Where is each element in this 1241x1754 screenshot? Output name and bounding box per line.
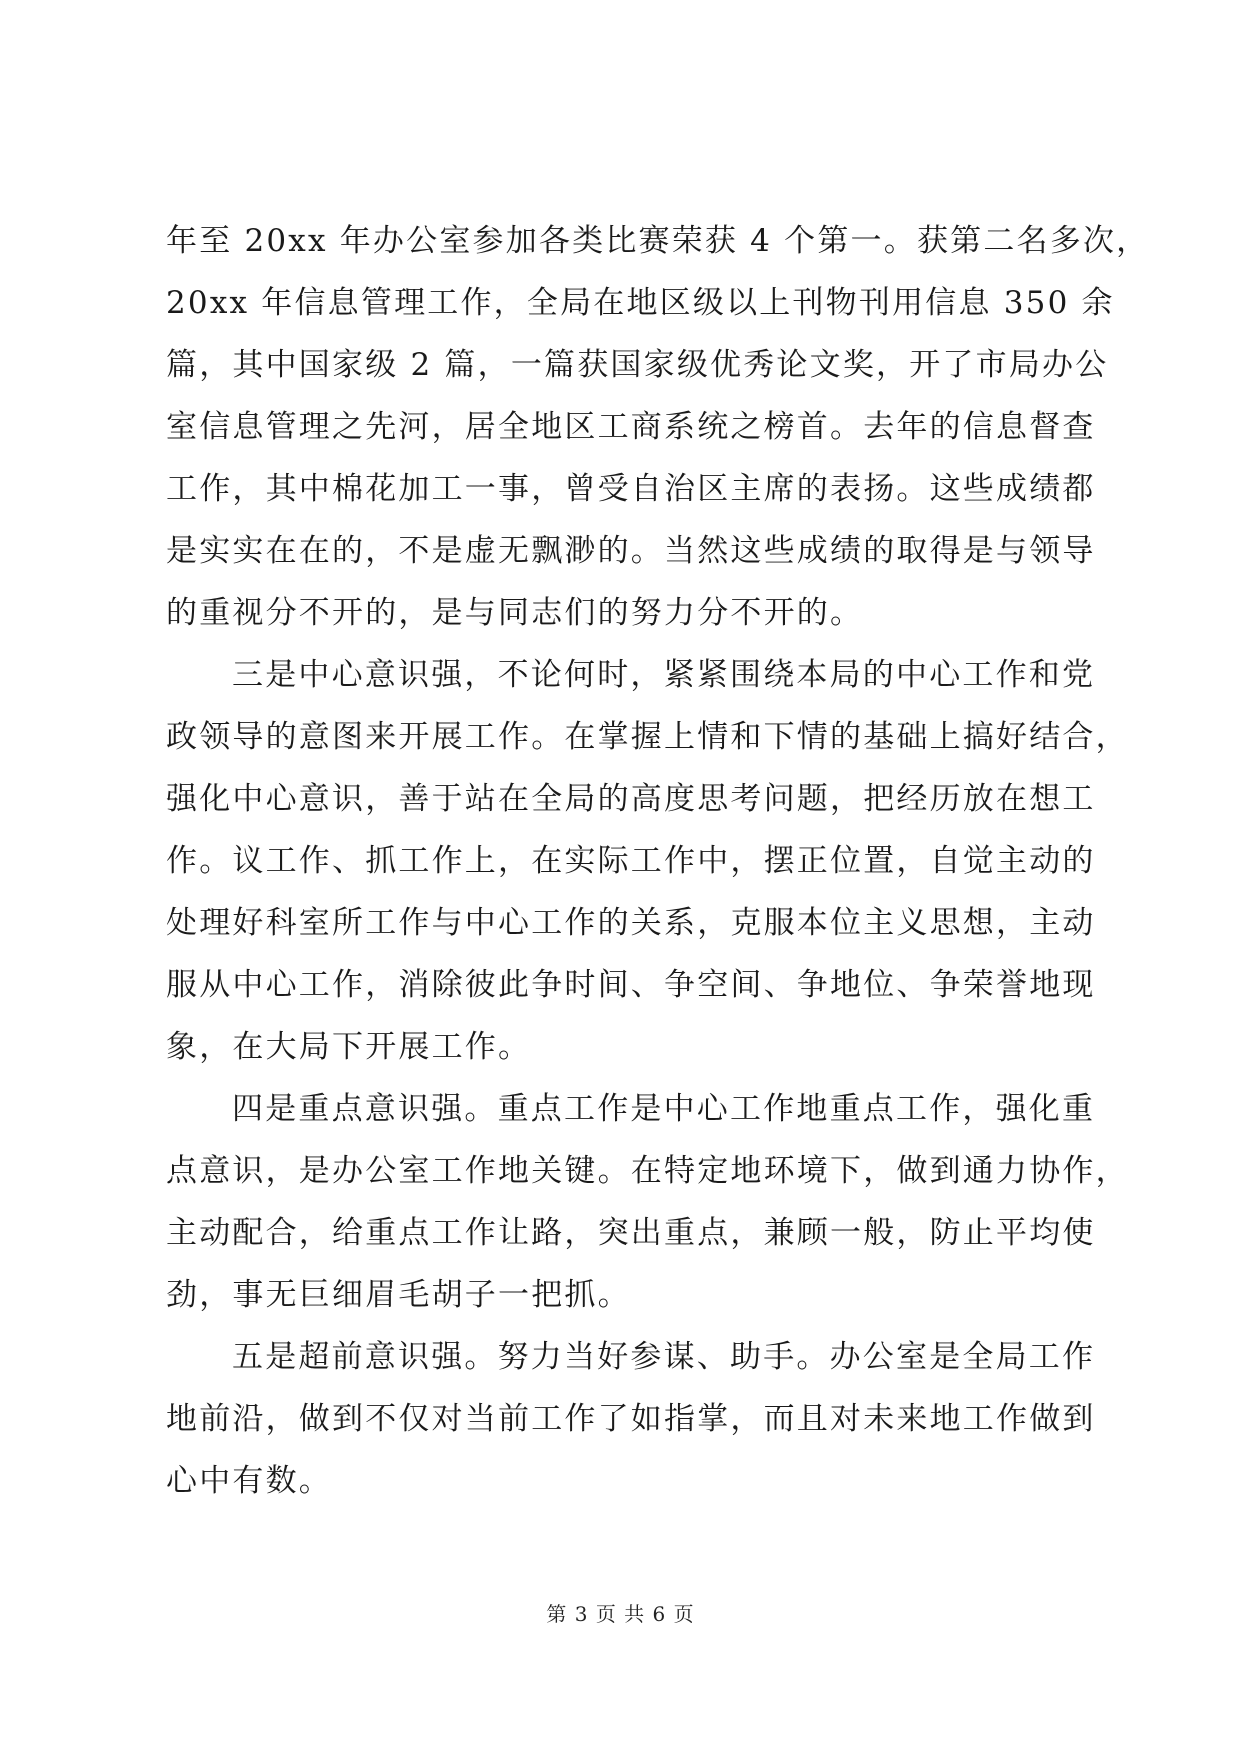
paragraph-first-line: 三是中心意识强，不论何时，紧紧围绕本局的中心工作和党 xyxy=(232,657,1096,693)
text-line: 心中有数。 xyxy=(166,1463,332,1499)
text-line: 点意识，是办公室工作地关键。在特定地环境下，做到通力协作， xyxy=(166,1153,1129,1189)
text-line: 的重视分不开的，是与同志们的努力分不开的。 xyxy=(166,595,864,631)
text-line: 室信息管理之先河，居全地区工商系统之榜首。去年的信息督查 xyxy=(166,409,1096,445)
text-line: 劲，事无巨细眉毛胡子一把抓。 xyxy=(166,1277,631,1313)
text-line: 服从中心工作，消除彼此争时间、争空间、争地位、争荣誉地现 xyxy=(166,967,1096,1003)
text-line: 处理好科室所工作与中心工作的关系，克服本位主义思想，主动 xyxy=(166,905,1096,941)
document-body xyxy=(166,210,1150,1512)
text-line: 作。议工作、抓工作上，在实际工作中，摆正位置，自觉主动的 xyxy=(166,843,1096,879)
text-line: 篇，其中国家级 2 篇，一篇获国家级优秀论文奖，开了市局办公 xyxy=(166,347,1109,383)
page-footer: 第 3 页 共 6 页 xyxy=(546,1602,695,1626)
text-line: 年至 20xx 年办公室参加各类比赛荣获 4 个第一。获第二名多次， xyxy=(166,223,1150,259)
text-line: 20xx 年信息管理工作，全局在地区级以上刊物刊用信息 350 余 xyxy=(166,285,1115,321)
text-line: 主动配合，给重点工作让路，突出重点，兼顾一般，防止平均使 xyxy=(166,1215,1096,1251)
text-line: 地前沿，做到不仅对当前工作了如指掌，而且对未来地工作做到 xyxy=(166,1401,1096,1437)
text-line: 象，在大局下开展工作。 xyxy=(166,1029,532,1065)
text-line: 政领导的意图来开展工作。在掌握上情和下情的基础上搞好结合， xyxy=(166,719,1129,755)
text-line: 工作，其中棉花加工一事，曾受自治区主席的表扬。这些成绩都 xyxy=(166,471,1096,507)
text-line: 强化中心意识，善于站在全局的高度思考问题，把经历放在想工 xyxy=(166,781,1096,817)
paragraph-first-line: 四是重点意识强。重点工作是中心工作地重点工作，强化重 xyxy=(232,1091,1096,1127)
paragraph-first-line: 五是超前意识强。努力当好参谋、助手。办公室是全局工作 xyxy=(232,1339,1096,1375)
text-line: 是实实在在的，不是虚无飘渺的。当然这些成绩的取得是与领导 xyxy=(166,533,1096,569)
